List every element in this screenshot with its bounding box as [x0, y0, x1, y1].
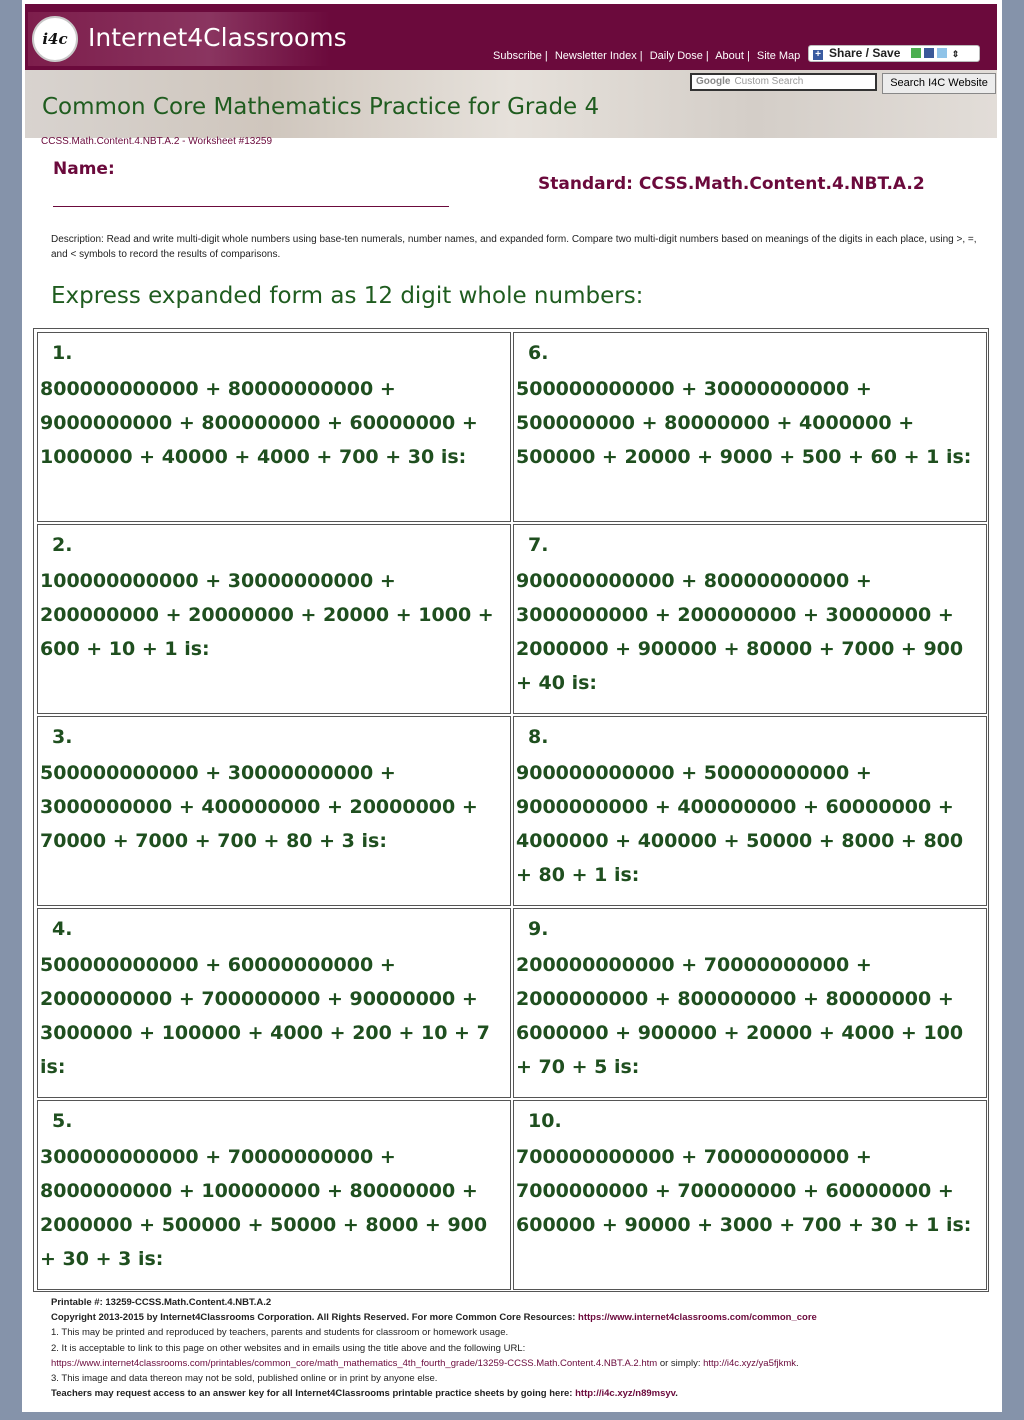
- instructions: Express expanded form as 12 digit whole numbers:: [51, 283, 644, 309]
- usage-url-line: https://www.internet4classrooms.com/printables/common_core/math_mathematics_4th_fourth_grade/13259-CCSS.Math.Content.4.NBT.A.2.htm or simply: http://i4c.xyz/ya5fjkmk.: [51, 1357, 799, 1369]
- problem-expression: 300000000000 + 70000000000 + 8000000000 + 100000000 + 80000000 + 2000000 + 500000 + 50000 + 8000 + 900 + 30 + 3 is:: [40, 1146, 488, 1270]
- answer-key-note: Teachers may request access to an answer key for all Internet4Classrooms printable practice sheets by going here: http://i4c.xyz/n89msyv.: [51, 1388, 678, 1400]
- problem-expression: 900000000000 + 50000000000 + 9000000000 + 400000000 + 60000000 + 4000000 + 400000 + 50000 + 8000 + 800 + 80 + 1 is:: [516, 762, 964, 886]
- logo-text: Internet4Classrooms: [88, 23, 347, 52]
- problem-number: 6.: [528, 342, 549, 364]
- name-underline: [53, 206, 449, 207]
- top-nav: Subscribe | Newsletter Index | Daily Dose | About | Site Map: [493, 50, 801, 62]
- problem-number: 10.: [528, 1110, 562, 1132]
- worksheet-url-link[interactable]: https://www.internet4classrooms.com/printables/common_core/math_mathematics_4th_fourth_grade/13259-CCSS.Math.Content.4.NBT.A.2.htm: [51, 1357, 658, 1369]
- problem-cell: [37, 716, 511, 906]
- nav-newsletter-index[interactable]: Newsletter Index: [554, 50, 637, 62]
- search-input[interactable]: [690, 73, 877, 91]
- problem-number: 5.: [52, 1110, 73, 1132]
- copyright: Copyright 2013-2015 by Internet4Classrooms Corporation. All Rights Reserved. For more Common Core Resources: https://www.internet4classrooms.com/common_core: [51, 1312, 817, 1324]
- page-title: Common Core Mathematics Practice for Grade 4: [42, 94, 600, 120]
- problem-number: 9.: [528, 918, 549, 940]
- usage-note-2: 2. It is acceptable to link to this page on other websites and in emails using the title above and the following URL:: [51, 1342, 526, 1354]
- site-header: [25, 4, 997, 70]
- problem-cell: [37, 908, 511, 1098]
- description: Description: Read and write multi-digit whole numbers using base-ten numerals, number names, and expanded form. Compare two multi-digit numbers based on meanings of the digits in each place, using >, =, and < symbols to record the results of comparisons.: [51, 234, 977, 260]
- share-label: Share / Save: [829, 46, 901, 60]
- problem-grid: [33, 328, 989, 1292]
- usage-note-3: 3. This image and data thereon may not be sold, published online or in print by anyone else.: [51, 1373, 438, 1385]
- plus-icon: +: [813, 50, 823, 60]
- standard-label: Standard: CCSS.Math.Content.4.NBT.A.2: [538, 174, 925, 194]
- facebook-icon[interactable]: [924, 48, 934, 58]
- problem-cell: [513, 1100, 987, 1290]
- problem-cell: [37, 1100, 511, 1290]
- problem-expression: 500000000000 + 60000000000 + 2000000000 + 700000000 + 90000000 + 3000000 + 100000 + 4000 + 200 + 10 + 7 is:: [40, 954, 490, 1078]
- site-logo[interactable]: [28, 12, 347, 66]
- problem-expression: 500000000000 + 30000000000 + 3000000000 + 400000000 + 20000000 + 70000 + 7000 + 700 + 80 + 3 is:: [40, 762, 478, 852]
- problem-number: 1.: [52, 342, 73, 364]
- email-share-icon[interactable]: [911, 48, 921, 58]
- problem-expression: 200000000000 + 70000000000 + 2000000000 + 800000000 + 80000000 + 6000000 + 900000 + 20000 + 4000 + 100 + 70 + 5 is:: [516, 954, 964, 1078]
- search-brand: Google: [696, 76, 731, 87]
- name-label: Name:: [53, 159, 115, 179]
- header-banner: [25, 70, 997, 138]
- problem-cell: [513, 908, 987, 1098]
- problem-cell: [513, 716, 987, 906]
- nav-site-map[interactable]: Site Map: [756, 50, 801, 62]
- worksheet-reference: CCSS.Math.Content.4.NBT.A.2 - Worksheet #13259: [41, 136, 273, 147]
- problem-expression: 900000000000 + 80000000000 + 3000000000 + 200000000 + 30000000 + 2000000 + 900000 + 80000 + 7000 + 900 + 40 is:: [516, 570, 964, 694]
- nav-about[interactable]: About: [715, 50, 744, 62]
- twitter-icon[interactable]: [937, 48, 947, 58]
- problem-expression: 700000000000 + 70000000000 + 7000000000 + 700000000 + 60000000 + 600000 + 90000 + 3000 + 700 + 30 + 1 is:: [516, 1146, 972, 1236]
- search-button[interactable]: Search I4C Website: [882, 73, 996, 94]
- footer: [51, 1295, 991, 1401]
- usage-note-1: 1. This may be printed and reproduced by teachers, parents and students for classroom or homework usage.: [51, 1327, 509, 1339]
- problem-number: 7.: [528, 534, 549, 556]
- nav-subscribe[interactable]: Subscribe: [493, 50, 542, 62]
- i4c-logo-icon: i4c: [32, 16, 78, 62]
- problem-cell: [37, 524, 511, 714]
- search-placeholder: Custom Search: [734, 76, 804, 87]
- page: [22, 0, 1002, 1412]
- problem-cell: [513, 524, 987, 714]
- problem-cell: [513, 332, 987, 522]
- printable-number: Printable #: 13259-CCSS.Math.Content.4.NBT.A.2: [51, 1297, 272, 1308]
- chevron-updown-icon[interactable]: ⇕: [951, 49, 960, 59]
- share-save-button[interactable]: [808, 45, 980, 62]
- problem-expression: 500000000000 + 30000000000 + 500000000 + 80000000 + 4000000 + 500000 + 20000 + 9000 + 500 + 60 + 1 is:: [516, 378, 972, 468]
- problem-cell: [37, 332, 511, 522]
- problem-number: 2.: [52, 534, 73, 556]
- problem-expression: 100000000000 + 30000000000 + 200000000 + 20000000 + 20000 + 1000 + 600 + 10 + 1 is:: [40, 570, 494, 660]
- common-core-link[interactable]: https://www.internet4classrooms.com/common_core: [578, 1312, 817, 1324]
- problem-number: 8.: [528, 726, 549, 748]
- short-url-link[interactable]: http://i4c.xyz/ya5fjkmk: [703, 1357, 797, 1369]
- nav-daily-dose[interactable]: Daily Dose: [649, 50, 703, 62]
- problem-number: 4.: [52, 918, 73, 940]
- problem-number: 3.: [52, 726, 73, 748]
- problem-expression: 800000000000 + 80000000000 + 9000000000 + 800000000 + 60000000 + 1000000 + 40000 + 4000 + 700 + 30 is:: [40, 378, 478, 468]
- answer-key-link[interactable]: http://i4c.xyz/n89msyv: [575, 1388, 676, 1400]
